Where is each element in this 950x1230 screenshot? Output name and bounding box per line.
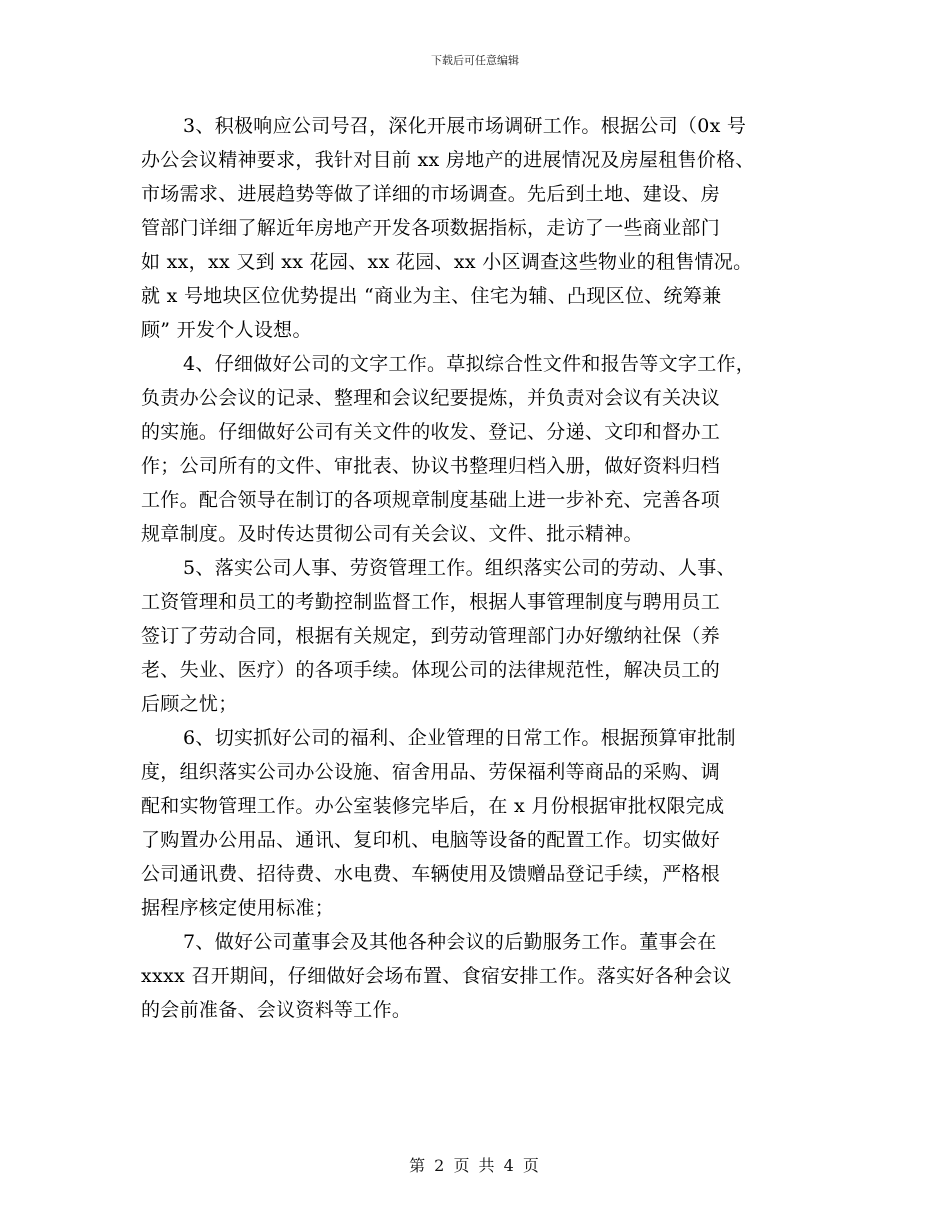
text-line: 后顾之忧； bbox=[141, 693, 238, 715]
text-line: 管部门详细了解近年房地产开发各项数据指标，走访了一些商业部门 bbox=[141, 217, 721, 239]
text-line: 工作。配合领导在制订的各项规章制度基础上进一步补充、完善各项 bbox=[141, 489, 721, 511]
page-header: 下载后可任意编辑 bbox=[431, 54, 519, 67]
text-line: 市场需求、进展趋势等做了详细的市场调查。先后到土地、建设、房 bbox=[141, 183, 721, 205]
text-line: 公司通讯费、招待费、水电费、车辆使用及馈赠品登记手续，严格根 bbox=[141, 863, 721, 885]
text-line: 3、积极响应公司号召，深化开展市场调研工作。根据公司（0x 号 bbox=[183, 115, 747, 137]
text-line: 就 x 号地块区位优势提出 “商业为主、住宅为辅、凸现区位、统筹兼 bbox=[141, 285, 722, 307]
paragraph-item-3 bbox=[141, 109, 821, 347]
text-line: 度，组织落实公司办公设施、宿舍用品、劳保福利等商品的采购、调 bbox=[141, 761, 721, 783]
text-line: 的实施。仔细做好公司有关文件的收发、登记、分递、文印和督办工 bbox=[141, 421, 721, 443]
text-line: 的会前准备、会议资料等工作。 bbox=[141, 999, 412, 1021]
paragraph-item-6 bbox=[141, 721, 821, 925]
text-line: 如 xx，xx 又到 xx 花园、xx 花园、xx 小区调查这些物业的租售情况。 bbox=[141, 251, 753, 273]
document-body bbox=[141, 109, 821, 1027]
text-line: 5、落实公司人事、劳资管理工作。组织落实公司的劳动、人事、 bbox=[183, 557, 736, 579]
text-line: 配和实物管理工作。办公室装修完毕后，在 x 月份根据审批权限完成 bbox=[141, 795, 725, 817]
text-line: 4、仔细做好公司的文字工作。草拟综合性文件和报告等文字工作， bbox=[183, 353, 756, 375]
paragraph-item-4 bbox=[141, 347, 821, 551]
text-line: 规章制度。及时传达贯彻公司有关会议、文件、批示精神。 bbox=[141, 523, 643, 545]
paragraph-item-7 bbox=[141, 925, 821, 1027]
text-line: 负责办公会议的记录、整理和会议纪要提炼，并负责对会议有关决议 bbox=[141, 387, 721, 409]
text-line: 签订了劳动合同，根据有关规定，到劳动管理部门办好缴纳社保（养 bbox=[141, 625, 721, 647]
text-line: 作；公司所有的文件、审批表、协议书整理归档入册，做好资料归档 bbox=[141, 455, 721, 477]
text-line: 办公会议精神要求，我针对目前 xx 房地产的进展情况及房屋租售价格、 bbox=[141, 149, 755, 171]
text-line: xxxx 召开期间，仔细做好会场布置、食宿安排工作。落实好各种会议 bbox=[141, 965, 732, 987]
paragraph-item-5 bbox=[141, 551, 821, 721]
text-line: 顾” 开发个人设想。 bbox=[141, 319, 312, 341]
text-line: 工资管理和员工的考勤控制监督工作，根据人事管理制度与聘用员工 bbox=[141, 591, 721, 613]
text-line: 6、切实抓好公司的福利、企业管理的日常工作。根据预算审批制 bbox=[183, 727, 736, 749]
text-line: 7、做好公司董事会及其他各种会议的后勤服务工作。董事会在 bbox=[183, 931, 717, 953]
page-number-footer: 第 2 页 共 4 页 bbox=[409, 1156, 541, 1175]
text-line: 了购置办公用品、通讯、复印机、电脑等设备的配置工作。切实做好 bbox=[141, 829, 721, 851]
text-line: 老、失业、医疗）的各项手续。体现公司的法律规范性，解决员工的 bbox=[141, 659, 721, 681]
text-line: 据程序核定使用标准； bbox=[141, 897, 335, 919]
